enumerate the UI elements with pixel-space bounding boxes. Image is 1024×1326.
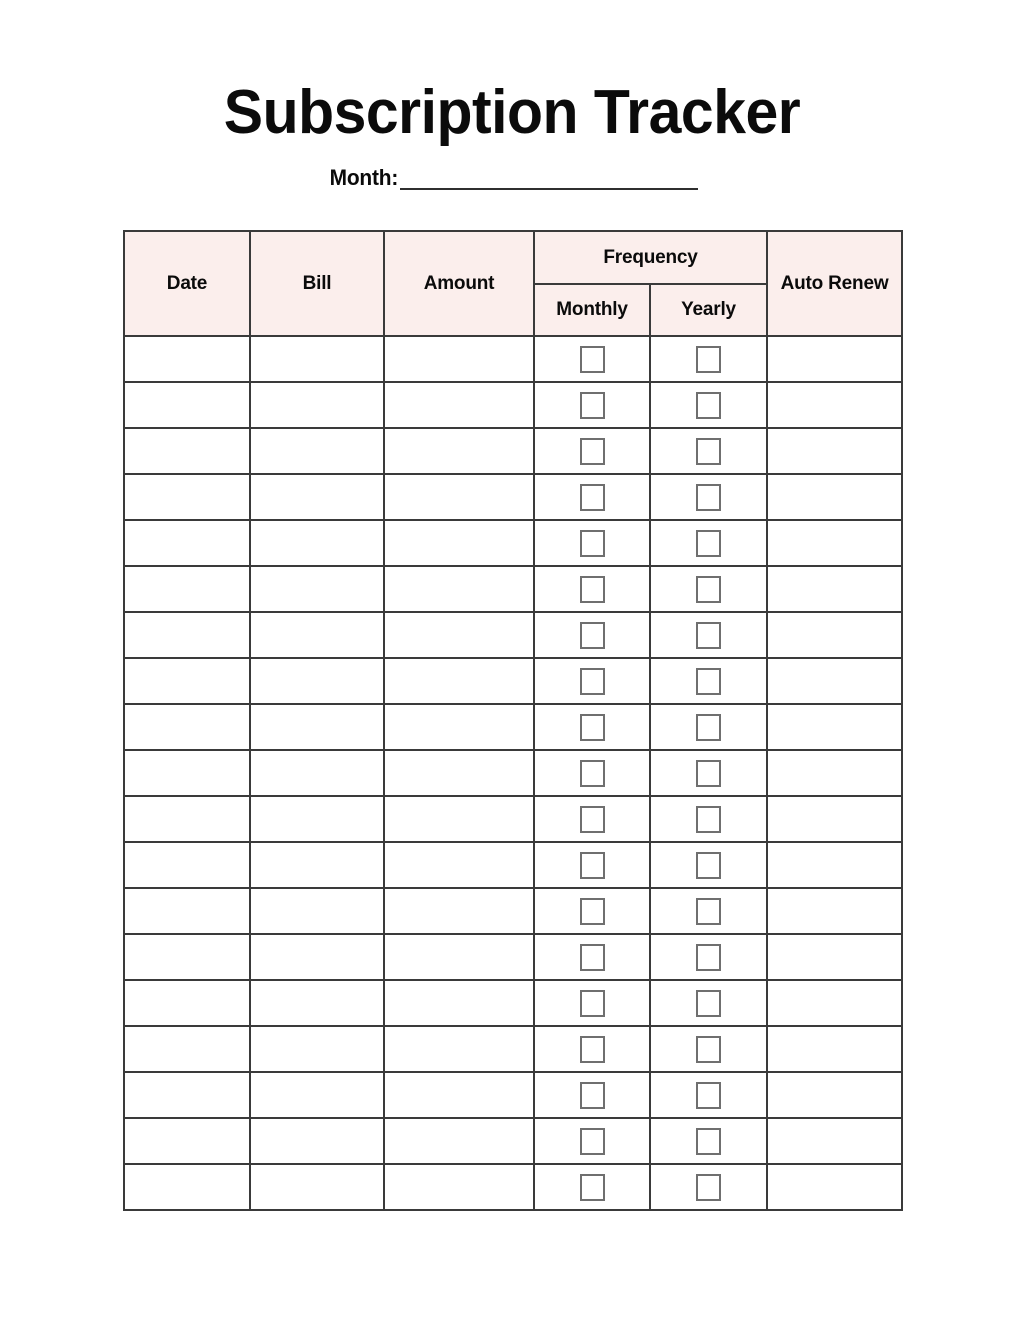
cell-monthly [534,566,650,612]
subscription-table-wrapper [123,230,901,1211]
cell-yearly [650,888,767,934]
cell-bill[interactable] [250,704,384,750]
checkbox-monthly[interactable] [580,852,605,879]
cell-monthly [534,980,650,1026]
checkbox-yearly[interactable] [696,852,721,879]
cell-bill[interactable] [250,520,384,566]
column-header-bill: Bill [250,231,384,336]
cell-monthly [534,888,650,934]
column-header-monthly: Monthly [534,284,650,336]
cell-amount[interactable] [384,336,534,382]
table-row [124,566,902,612]
cell-auto-renew[interactable] [767,888,902,934]
cell-yearly [650,1118,767,1164]
checkbox-monthly[interactable] [580,714,605,741]
cell-bill[interactable] [250,980,384,1026]
checkbox-monthly[interactable] [580,990,605,1017]
cell-monthly [534,1118,650,1164]
cell-monthly [534,1026,650,1072]
cell-yearly [650,704,767,750]
cell-date[interactable] [124,566,250,612]
checkbox-monthly[interactable] [580,576,605,603]
cell-auto-renew[interactable] [767,382,902,428]
table-row [124,474,902,520]
table-row [124,1026,902,1072]
cell-auto-renew[interactable] [767,1118,902,1164]
cell-auto-renew[interactable] [767,612,902,658]
cell-amount[interactable] [384,796,534,842]
cell-auto-renew[interactable] [767,474,902,520]
table-body [124,336,902,1210]
checkbox-monthly[interactable] [580,1082,605,1109]
cell-date[interactable] [124,750,250,796]
cell-amount[interactable] [384,474,534,520]
cell-yearly [650,382,767,428]
cell-amount[interactable] [384,888,534,934]
cell-monthly [534,658,650,704]
cell-bill[interactable] [250,750,384,796]
checkbox-monthly[interactable] [580,944,605,971]
table-row [124,336,902,382]
table-row [124,1164,902,1210]
table-row [124,704,902,750]
cell-date[interactable] [124,336,250,382]
table-row [124,796,902,842]
checkbox-yearly[interactable] [696,484,721,511]
cell-monthly [534,1072,650,1118]
column-header-frequency: Frequency [534,231,767,284]
table-row [124,520,902,566]
checkbox-yearly[interactable] [696,898,721,925]
cell-date[interactable] [124,1118,250,1164]
cell-amount[interactable] [384,566,534,612]
column-header-amount: Amount [384,231,534,336]
cell-bill[interactable] [250,566,384,612]
cell-date[interactable] [124,474,250,520]
cell-monthly [534,1164,650,1210]
cell-auto-renew[interactable] [767,980,902,1026]
cell-amount[interactable] [384,428,534,474]
cell-date[interactable] [124,428,250,474]
cell-amount[interactable] [384,382,534,428]
cell-bill[interactable] [250,888,384,934]
page-title: Subscription Tracker [223,78,801,147]
cell-bill[interactable] [250,842,384,888]
checkbox-yearly[interactable] [696,530,721,557]
cell-yearly [650,474,767,520]
cell-bill[interactable] [250,934,384,980]
table-row [124,750,902,796]
month-field-row [0,166,1024,190]
cell-yearly [650,612,767,658]
cell-yearly [650,980,767,1026]
column-header-date: Date [124,231,250,336]
checkbox-monthly[interactable] [580,668,605,695]
table-row [124,842,902,888]
cell-monthly [534,336,650,382]
cell-amount[interactable] [384,750,534,796]
cell-monthly [534,474,650,520]
checkbox-monthly[interactable] [580,622,605,649]
cell-bill[interactable] [250,1118,384,1164]
cell-yearly [650,428,767,474]
cell-date[interactable] [124,520,250,566]
cell-amount[interactable] [384,1118,534,1164]
table-row [124,934,902,980]
cell-yearly [650,934,767,980]
cell-date[interactable] [124,382,250,428]
cell-monthly [534,934,650,980]
checkbox-monthly[interactable] [580,346,605,373]
cell-auto-renew[interactable] [767,658,902,704]
cell-date[interactable] [124,1072,250,1118]
cell-yearly [650,750,767,796]
cell-auto-renew[interactable] [767,566,902,612]
cell-auto-renew[interactable] [767,842,902,888]
cell-yearly [650,842,767,888]
cell-amount[interactable] [384,704,534,750]
cell-monthly [534,750,650,796]
cell-date[interactable] [124,796,250,842]
cell-bill[interactable] [250,612,384,658]
cell-auto-renew[interactable] [767,750,902,796]
checkbox-yearly[interactable] [696,668,721,695]
checkbox-yearly[interactable] [696,944,721,971]
table-row [124,888,902,934]
cell-bill[interactable] [250,1072,384,1118]
checkbox-monthly[interactable] [580,438,605,465]
cell-date[interactable] [124,888,250,934]
cell-amount[interactable] [384,980,534,1026]
cell-amount[interactable] [384,1072,534,1118]
cell-auto-renew[interactable] [767,796,902,842]
cell-date[interactable] [124,658,250,704]
checkbox-yearly[interactable] [696,806,721,833]
cell-amount[interactable] [384,1164,534,1210]
table-row [124,428,902,474]
table-row [124,980,902,1026]
cell-yearly [650,796,767,842]
cell-auto-renew[interactable] [767,704,902,750]
table-row [124,612,902,658]
cell-yearly [650,1072,767,1118]
checkbox-yearly[interactable] [696,622,721,649]
checkbox-monthly[interactable] [580,530,605,557]
cell-date[interactable] [124,934,250,980]
checkbox-yearly[interactable] [696,576,721,603]
cell-monthly [534,842,650,888]
checkbox-yearly[interactable] [696,760,721,787]
header-row-top [124,231,902,284]
cell-bill[interactable] [250,428,384,474]
checkbox-monthly[interactable] [580,1036,605,1063]
cell-date[interactable] [124,704,250,750]
cell-yearly [650,520,767,566]
checkbox-monthly[interactable] [580,898,605,925]
cell-bill[interactable] [250,658,384,704]
month-input[interactable] [400,166,698,190]
checkbox-yearly[interactable] [696,1082,721,1109]
checkbox-monthly[interactable] [580,1174,605,1201]
checkbox-monthly[interactable] [580,806,605,833]
checkbox-yearly[interactable] [696,990,721,1017]
cell-yearly [650,1026,767,1072]
checkbox-yearly[interactable] [696,1036,721,1063]
cell-yearly [650,336,767,382]
cell-auto-renew[interactable] [767,1026,902,1072]
cell-monthly [534,382,650,428]
table-row [124,1072,902,1118]
cell-auto-renew[interactable] [767,1072,902,1118]
table-row [124,1118,902,1164]
checkbox-yearly[interactable] [696,438,721,465]
cell-date[interactable] [124,1026,250,1072]
cell-monthly [534,428,650,474]
cell-amount[interactable] [384,1026,534,1072]
cell-date[interactable] [124,1164,250,1210]
cell-amount[interactable] [384,520,534,566]
cell-auto-renew[interactable] [767,1164,902,1210]
checkbox-monthly[interactable] [580,760,605,787]
cell-date[interactable] [124,980,250,1026]
cell-yearly [650,658,767,704]
cell-auto-renew[interactable] [767,336,902,382]
cell-auto-renew[interactable] [767,428,902,474]
checkbox-monthly[interactable] [580,1128,605,1155]
cell-date[interactable] [124,842,250,888]
subscription-table [123,230,903,1211]
cell-auto-renew[interactable] [767,520,902,566]
cell-auto-renew[interactable] [767,934,902,980]
cell-monthly [534,612,650,658]
checkbox-monthly[interactable] [580,392,605,419]
cell-bill[interactable] [250,474,384,520]
month-label: Month: [329,165,399,190]
cell-bill[interactable] [250,382,384,428]
cell-bill[interactable] [250,1026,384,1072]
cell-bill[interactable] [250,1164,384,1210]
cell-monthly [534,796,650,842]
checkbox-yearly[interactable] [696,392,721,419]
cell-bill[interactable] [250,796,384,842]
cell-bill[interactable] [250,336,384,382]
cell-amount[interactable] [384,658,534,704]
cell-amount[interactable] [384,934,534,980]
checkbox-yearly[interactable] [696,346,721,373]
checkbox-yearly[interactable] [696,1174,721,1201]
cell-monthly [534,520,650,566]
table-row [124,658,902,704]
column-header-yearly: Yearly [650,284,767,336]
cell-yearly [650,566,767,612]
cell-monthly [534,704,650,750]
column-header-auto-renew: Auto Renew [767,231,902,336]
cell-date[interactable] [124,612,250,658]
table-header [124,231,902,336]
cell-yearly [650,1164,767,1210]
checkbox-yearly[interactable] [696,714,721,741]
checkbox-monthly[interactable] [580,484,605,511]
table-row [124,382,902,428]
cell-amount[interactable] [384,842,534,888]
cell-amount[interactable] [384,612,534,658]
checkbox-yearly[interactable] [696,1128,721,1155]
